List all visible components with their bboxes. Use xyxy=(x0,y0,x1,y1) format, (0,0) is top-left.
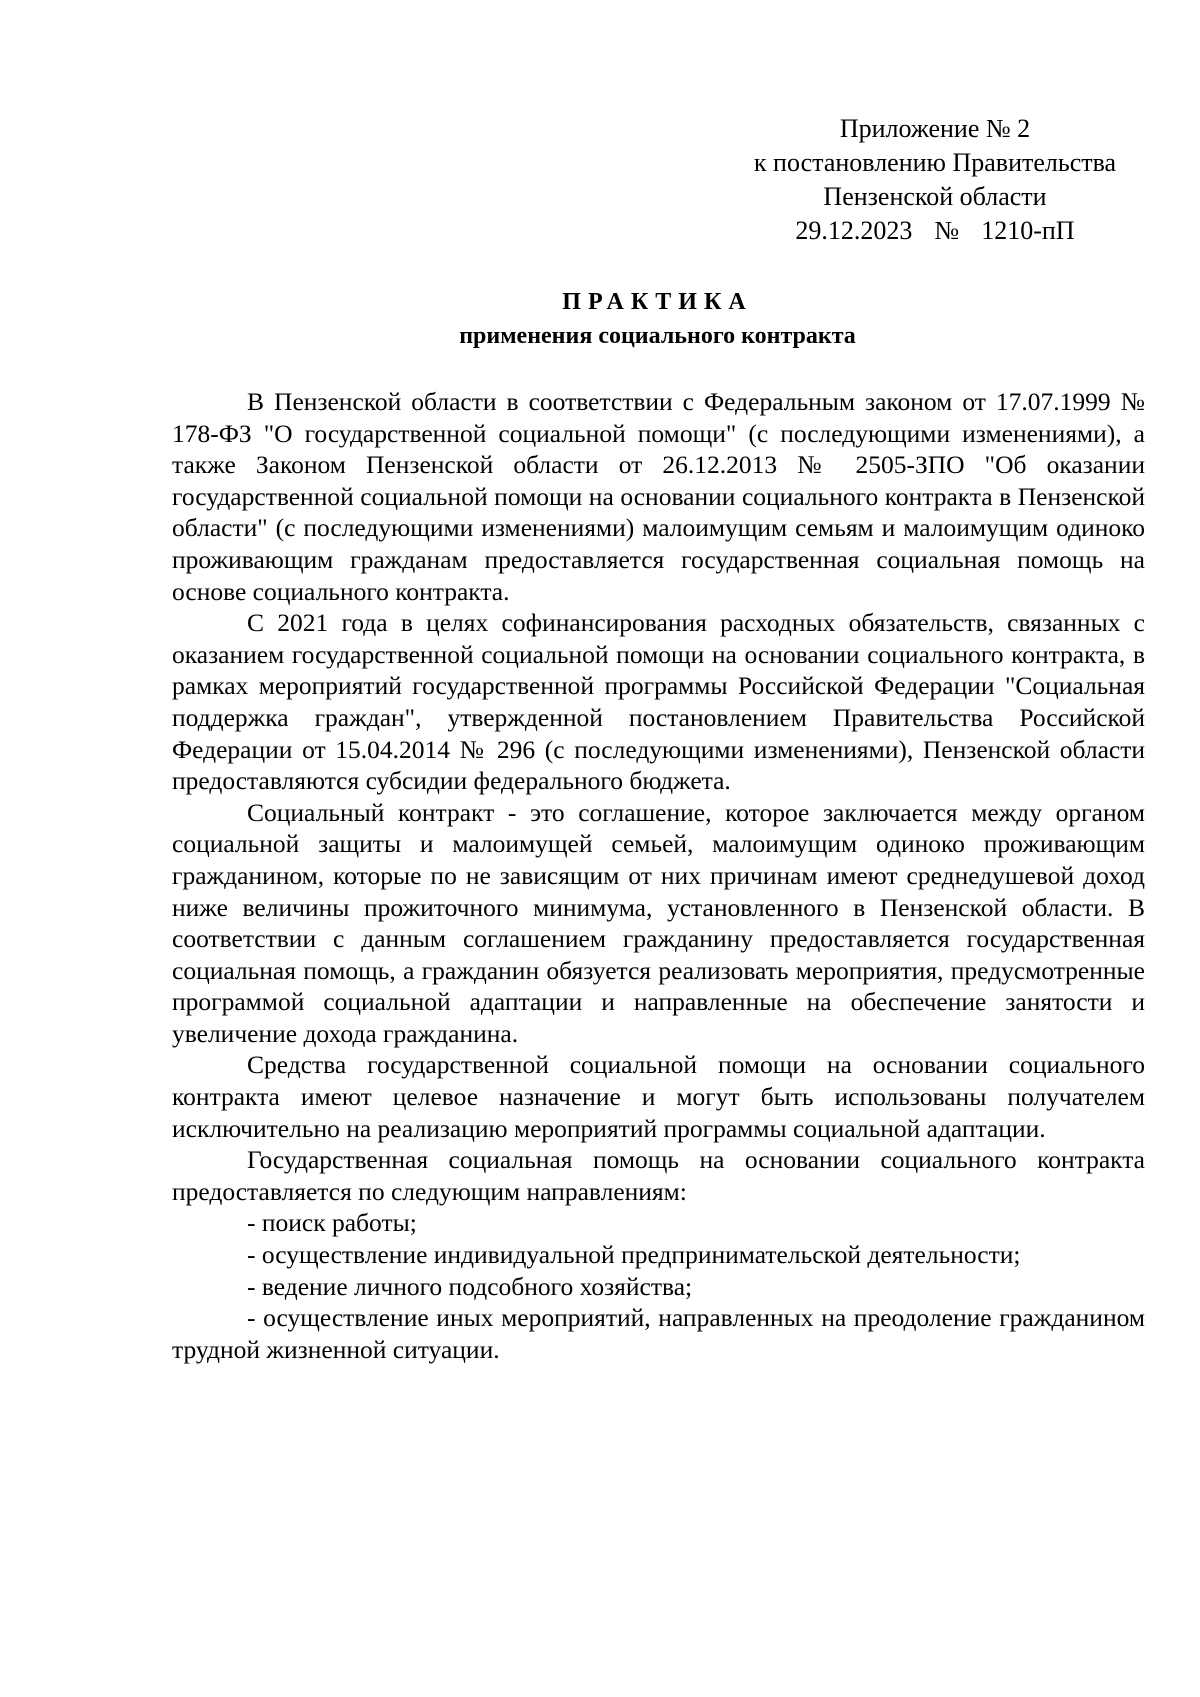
document-title: ПРАКТИКА xyxy=(562,289,753,315)
list-item: - ведение личного подсобного хозяйства; xyxy=(247,1271,693,1301)
list-item: - осуществление индивидуальной предпринимательской деятельности; xyxy=(247,1240,1021,1270)
paragraph: Социальный контракт - это соглашение, которое заключается между органом социальной защиты и малоимущей семьей, малоимущим одиноко проживающим гражданином, которые по не зависящим от них причинам имеют среднедушевой доход ниже величины прожиточного минимума, установленного в Пензенской области. В соответствии с данным соглашением гражданину предоставляется государственная социальная помощь, а гражданин обязуется реализовать мероприятия, предусмотренные программой социальной адаптации и направленные на обеспечение занятости и увеличение дохода гражданина. xyxy=(172,797,1145,1048)
appendix-header xyxy=(735,112,1135,248)
appendix-date: 29.12.2023 xyxy=(795,216,913,245)
paragraph: В Пензенской области в соответствии с Федеральным законом от 17.07.1999 № 178-ФЗ "О государственной социальной помощи" (с последующими изменениями), а также Законом Пензенской области от 26.12.2013 № 2505-ЗПО "Об оказании государственной социальной помощи на основании социального контракта в Пензенской области" (с последующими изменениями) малоимущим семьям и малоимущим одиноко проживающим гражданам предоставляется государственная социальная помощь на основе социального контракта. xyxy=(172,387,1145,606)
appendix-line-1: Приложение № 2 xyxy=(839,114,1031,143)
appendix-line-2: к постановлению Правительства xyxy=(753,148,1117,177)
document-title-block xyxy=(170,285,1145,353)
document-subtitle: применения социального контракта xyxy=(459,323,856,349)
appendix-line-3: Пензенской области xyxy=(823,182,1047,211)
list-item: - поиск работы; xyxy=(247,1208,417,1238)
appendix-date-line xyxy=(735,214,1135,248)
appendix-number-sign: № xyxy=(934,216,960,245)
list-item: - осуществление иных мероприятий, направленных на преодоление гражданином трудной жизненной ситуации. xyxy=(172,1303,1145,1364)
appendix-number: 1210-пП xyxy=(981,216,1075,245)
paragraph: С 2021 года в целях софинансирования расходных обязательств, связанных с оказанием государственной социальной помощи на основании социального контракта, в рамках мероприятий государственной программы Российской Федерации "Социальная поддержка граждан", утвержденной постановлением Правительства Российской Федерации от 15.04.2014 № 296 (с последующими изменениями), Пензенской области предоставляются субсидии федерального бюджета. xyxy=(172,608,1145,796)
document-body xyxy=(172,386,1145,1365)
paragraph: Государственная социальная помощь на основании социального контракта предоставляется по следующим направлениям: xyxy=(172,1145,1145,1206)
paragraph: Средства государственной социальной помощи на основании социального контракта имеют целевое назначение и могут быть использованы получателем исключительно на реализацию мероприятий программы социальной адаптации. xyxy=(172,1050,1145,1143)
